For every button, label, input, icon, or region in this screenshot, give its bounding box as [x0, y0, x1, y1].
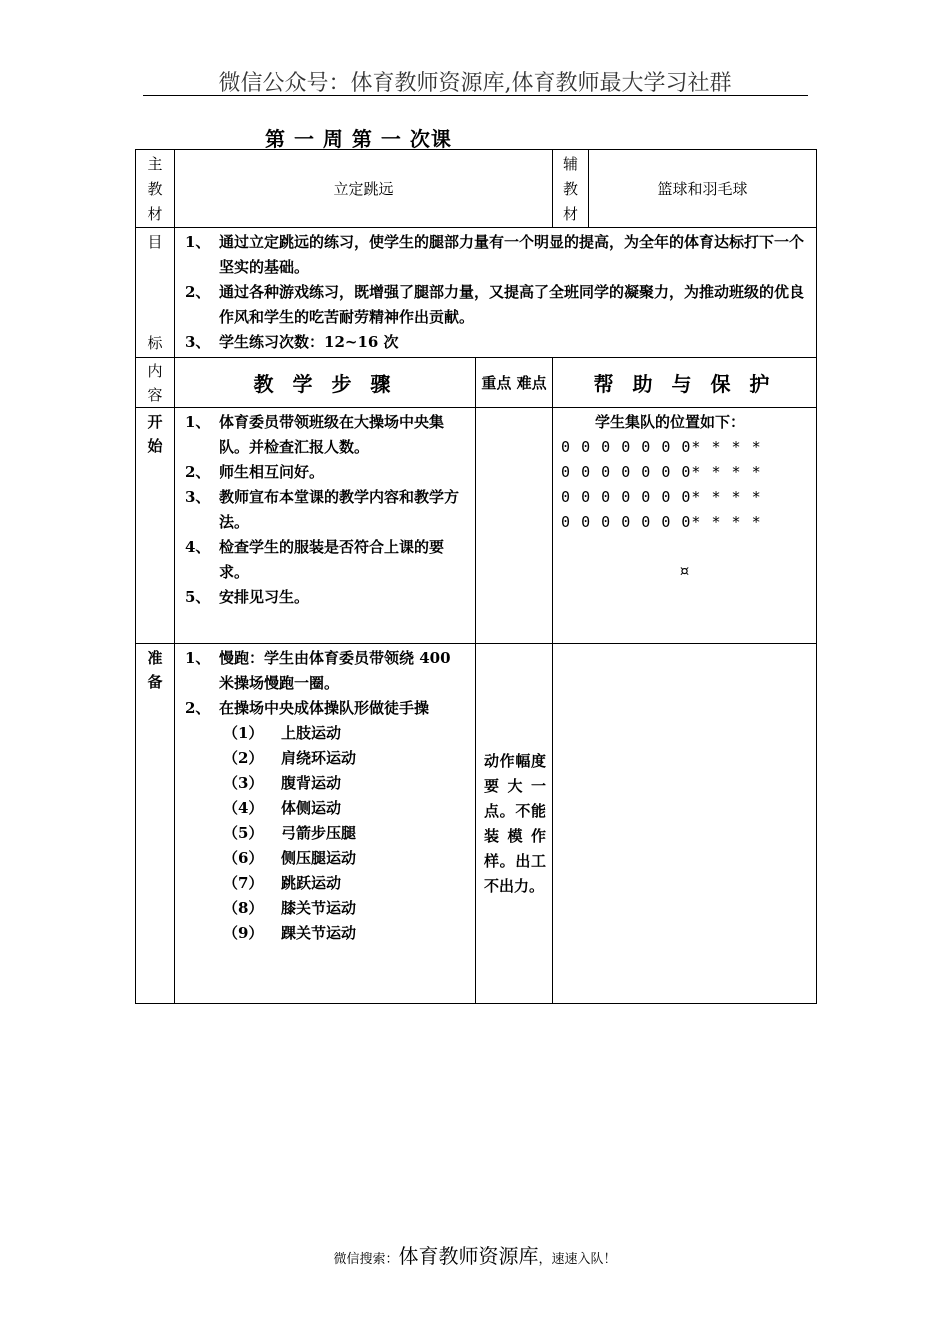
exercise-item: （4） 体侧运动 [223, 799, 342, 817]
steps-heading: 教 学 步 骤 [175, 358, 476, 408]
goal-item: 3、 学生练习次数：12~16 次 [185, 333, 399, 351]
step-item: 3、 教师宣布本堂课的教学内容和教学方法。 [185, 488, 460, 531]
step-item: 2、 在操场中央成体操队形做徒手操 [185, 699, 430, 717]
formation-row: 0 0 0 0 0 0 0* * * * [561, 488, 762, 506]
footer-suffix: ，速速入队！ [538, 1252, 617, 1267]
exercise-item: （7） 跳跃运动 [223, 874, 342, 892]
goals-row [136, 228, 817, 358]
footer-prefix: 微信搜索： [333, 1252, 399, 1267]
key-points-heading: 重点 难点 [476, 358, 553, 408]
aux-material-label: 辅 教 材 [553, 150, 589, 228]
exercise-item: （8） 膝关节运动 [223, 899, 357, 917]
goals-list [175, 228, 817, 358]
exercise-item: （3） 腹背运动 [223, 774, 342, 792]
prep-help-cell [553, 644, 817, 1004]
exercise-item: （9） 踝关节运动 [223, 924, 357, 942]
main-material-label: 主 教 材 [136, 150, 175, 228]
footer-name: 体育教师资源库 [398, 1244, 539, 1268]
content-label: 内 容 [136, 358, 175, 408]
step-item: 1、 慢跑：学生由体育委员带领绕 400 米操场慢跑一圈。 [185, 649, 451, 692]
lesson-title: 第 一 周 第 一 次课 [265, 127, 452, 151]
exercise-item: （1） 上肢运动 [223, 724, 342, 742]
teacher-position-mark: ¤ [679, 562, 690, 580]
main-material-value: 立定跳远 [175, 150, 553, 228]
start-section-row [136, 408, 817, 644]
prep-section-row [136, 644, 817, 1004]
help-heading: 帮 助 与 保 护 [553, 358, 817, 408]
step-item: 1、 体育委员带领班级在大操场中央集队。并检查汇报人数。 [185, 413, 445, 456]
exercise-item: （6） 侧压腿运动 [223, 849, 357, 867]
aux-material-value: 篮球和羽毛球 [589, 150, 817, 228]
exercise-item: （2） 肩绕环运动 [223, 749, 357, 767]
step-item: 2、 师生相互问好。 [185, 463, 325, 481]
formation-row: 0 0 0 0 0 0 0* * * * [561, 513, 762, 531]
lesson-plan-table [135, 149, 817, 1004]
goals-label: 目 标 [136, 228, 175, 358]
formation-diagram [553, 408, 817, 644]
materials-row [136, 150, 817, 228]
goal-item: 2、 通过各种游戏练习，既增强了腿部力量，又提高了全班同学的凝聚力，为推动班级的优良作风和学生的吃苦耐劳精神作出贡献。 [185, 283, 805, 326]
formation-row: 0 0 0 0 0 0 0* * * * [561, 463, 762, 481]
start-label: 开 始 [136, 408, 175, 644]
start-steps [175, 408, 476, 644]
prep-steps [175, 644, 476, 1004]
exercise-item: （5） 弓箭步压腿 [223, 824, 357, 842]
step-item: 5、 安排见习生。 [185, 588, 310, 606]
column-heading-row [136, 358, 817, 408]
header-rule [143, 95, 808, 96]
prep-label: 准 备 [136, 644, 175, 1004]
prep-key-note: 动作幅度要大一点。不能装模作样。出工不出力。 [476, 644, 553, 1004]
page-header: 微信公众号：体育教师资源库,体育教师最大学习社群 [218, 71, 732, 96]
goal-item: 1、 通过立定跳远的练习，使学生的腿部力量有一个明显的提高，为全年的体育达标打下一个坚实的基础。 [185, 233, 805, 276]
step-item: 4、 检查学生的服装是否符合上课的要求。 [185, 538, 445, 581]
formation-row: 0 0 0 0 0 0 0* * * * [561, 438, 762, 456]
page-footer [0, 1240, 950, 1269]
start-key-points [476, 408, 553, 644]
formation-caption: 学生集队的位置如下： [595, 413, 746, 431]
